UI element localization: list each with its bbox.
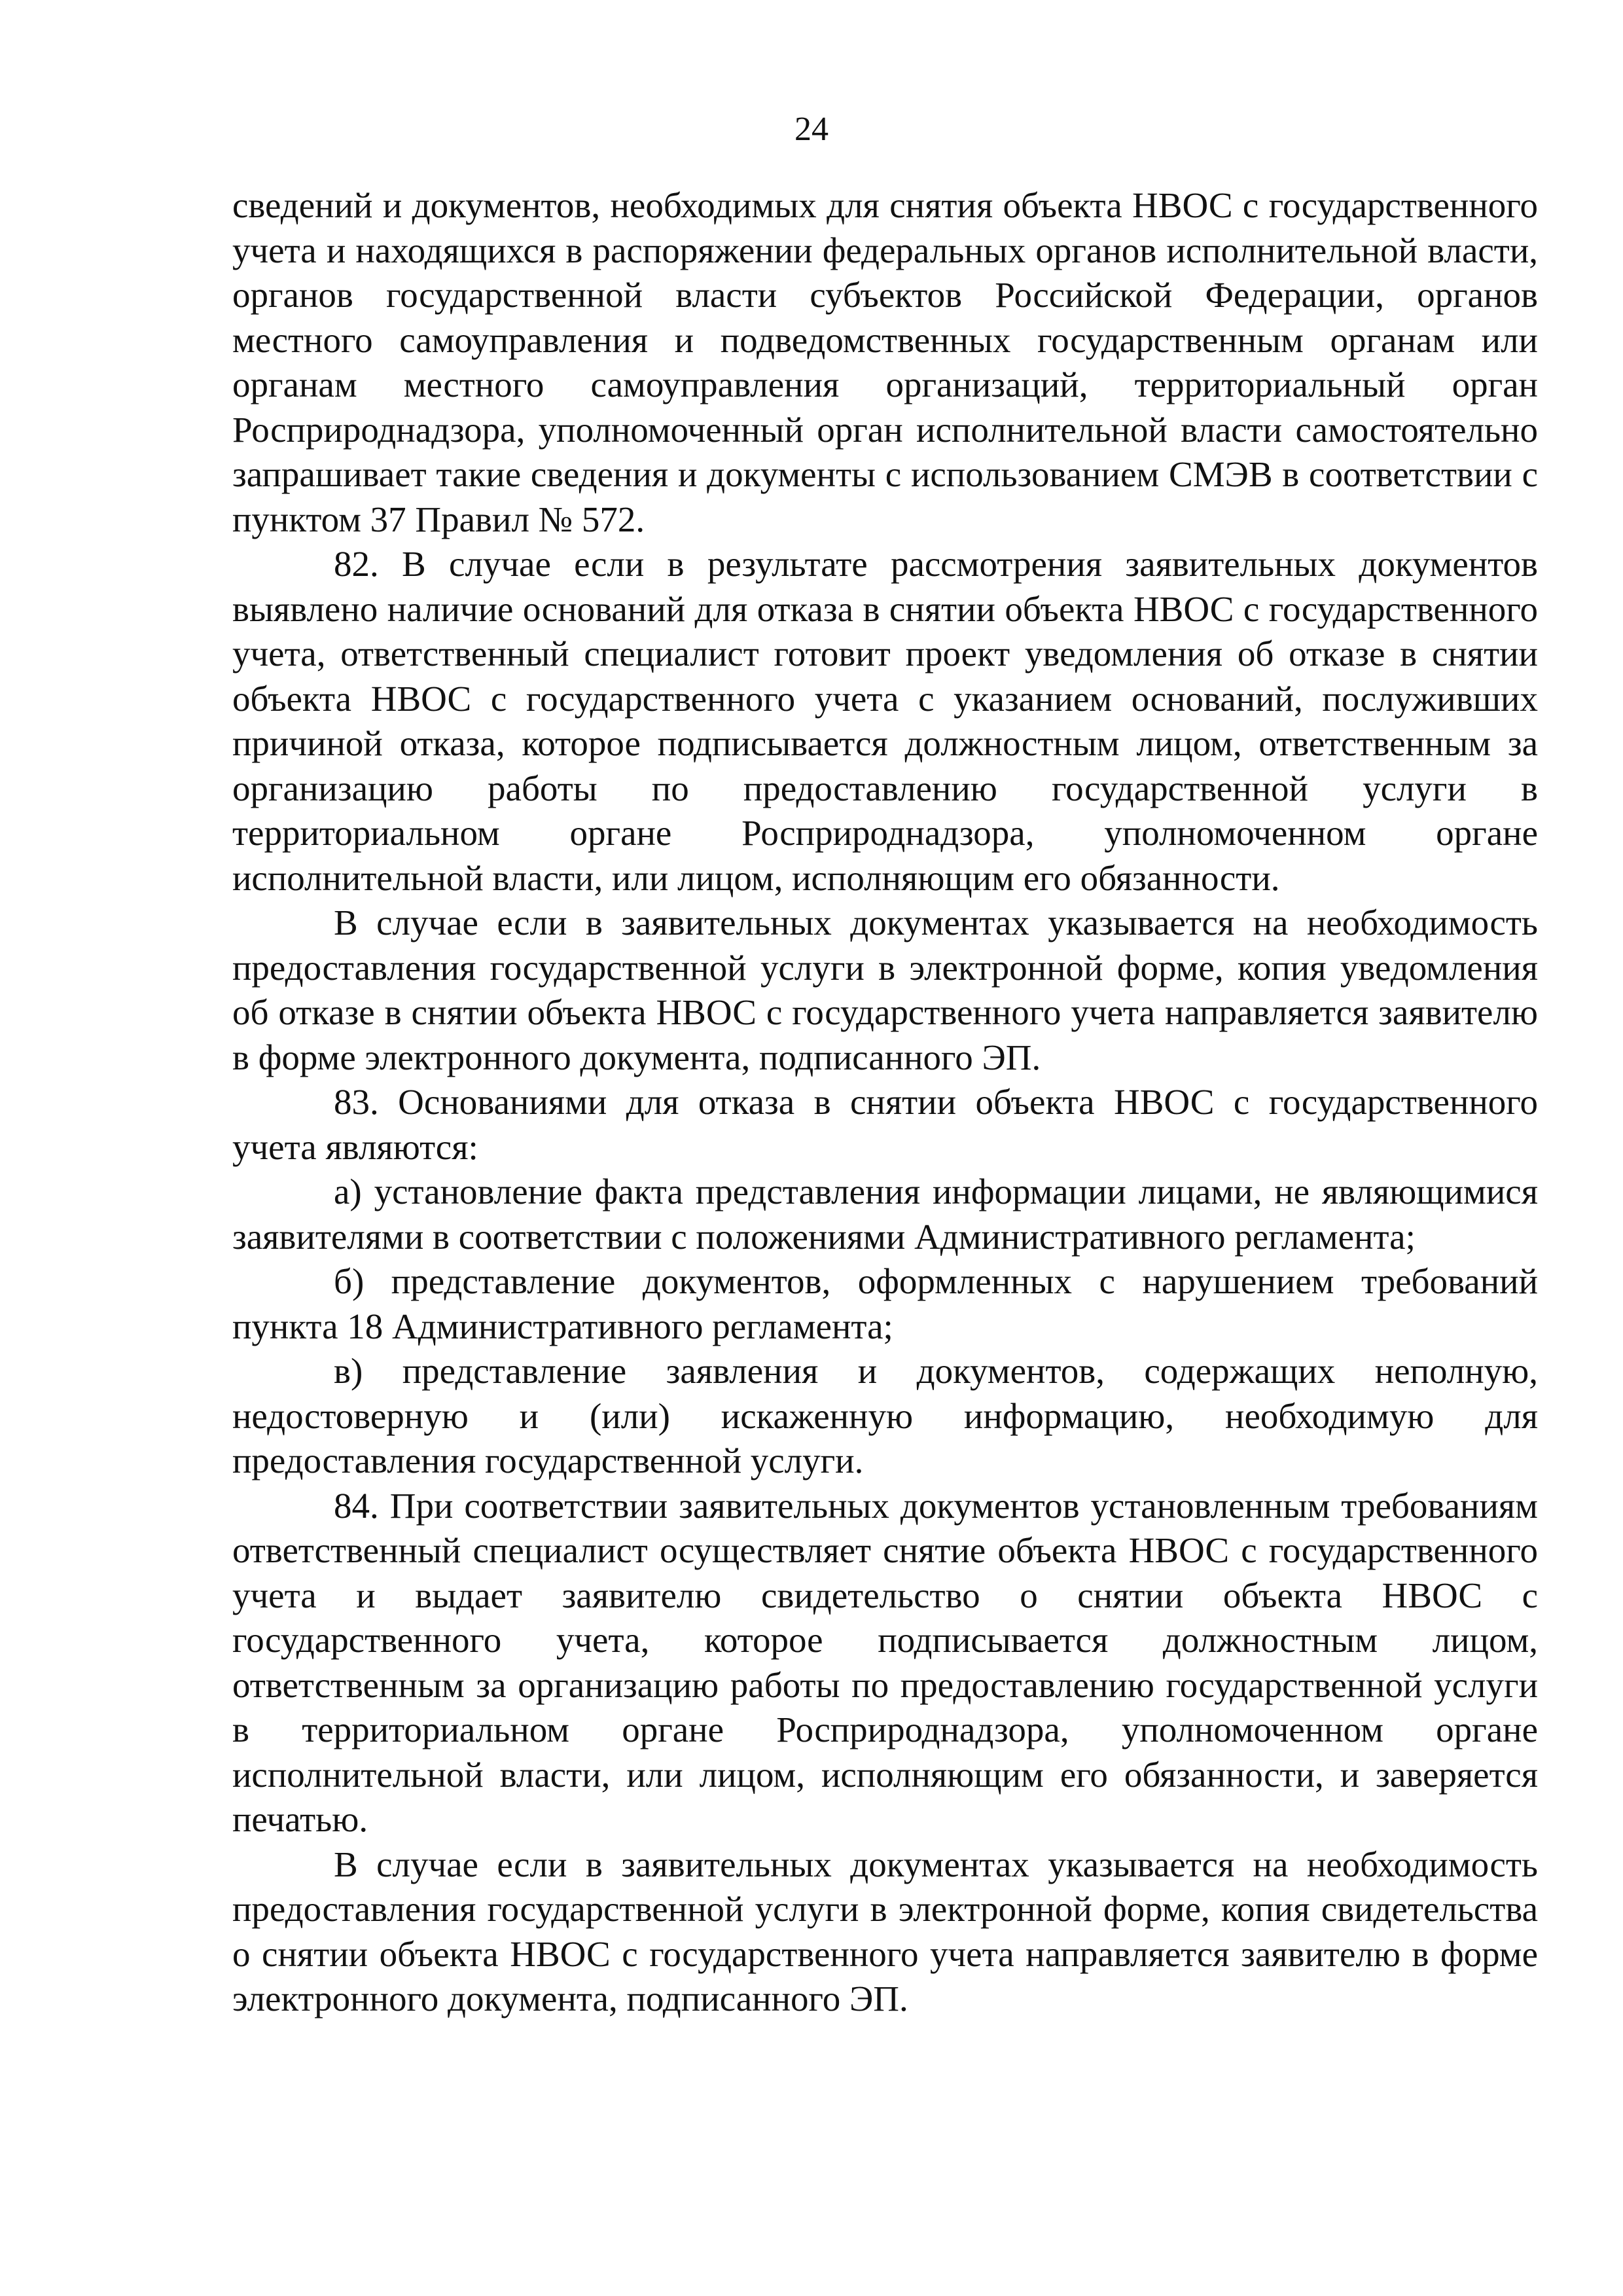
paragraph-82-electronic-copy: В случае если в заявительных документах указывается на необходимость предоставления государственной услуги в электронной форме, копия уведомления об отказе в снятии объекта НВОС с государственного учета направляется заявителю в форме электронного документа, подписанного ЭП. [232,903,1538,1077]
paragraph-82: 82. В случае если в результате рассмотрения заявительных документов выявлено наличие оснований для отказа в снятии объекта НВОС с государственного учета, ответственный специалист готовит проект уведомления об отказе в снятии объекта НВОС с государственного учета с указанием оснований, послуживших причиной отказа, которое подписывается должностным лицом, ответственным за организацию работы по предоставлению государственной услуги в территориальном органе Росприроднадзора, уполномоченном органе исполнительной власти, или лицом, исполняющим его обязанности. [232,544,1538,898]
page-number: 24 [794,111,829,148]
paragraph-84-electronic-copy: В случае если в заявительных документах указывается на необходимость предоставления государственной услуги в электронной форме, копия свидетельства о снятии объекта НВОС с государственного учета направляется заявителю в форме электронного документа, подписанного ЭП. [232,1844,1538,2018]
paragraph-83-item-b: б) представление документов, оформленных с нарушением требований пункта 18 Административного регламента; [232,1261,1538,1346]
paragraph-84: 84. При соответствии заявительных документов установленным требованиям ответственный специалист осуществляет снятие объекта НВОС с государственного учета и выдает заявителю свидетельство о снятии объекта НВОС с государственного учета, которое подписывается должностным лицом, ответственным за организацию работы по предоставлению государственной услуги в территориальном органе Росприроднадзора, уполномоченном органе исполнительной власти, или лицом, исполняющим его обязанности, и заверяется печатью. [232,1485,1538,1839]
paragraph-83-item-v: в) представление заявления и документов, содержащих неполную, недостоверную и (или) искаженную информацию, необходимую для предоставления государственной услуги. [232,1351,1538,1480]
paragraph-83-item-a: а) установление факта представления информации лицами, не являющимися заявителями в соответствии с положениями Административного регламента; [232,1172,1538,1257]
paragraph-83: 83. Основаниями для отказа в снятии объекта НВОС с государственного учета являются: [232,1082,1538,1167]
paragraph-continuation: сведений и документов, необходимых для снятия объекта НВОС с государственного учета и находящихся в распоряжении федеральных органов исполнительной власти, органов государственной власти субъектов Российской Федерации, органов местного самоуправления и подведомственных государственным органам или органам местного самоуправления организаций, территориальный орган Росприроднадзора, уполномоченный орган исполнительной власти самостоятельно запрашивает такие сведения и документы с использованием СМЭВ в соответствии с пунктом 37 Правил № 572. [232,185,1538,539]
document-body [232,183,1538,2022]
